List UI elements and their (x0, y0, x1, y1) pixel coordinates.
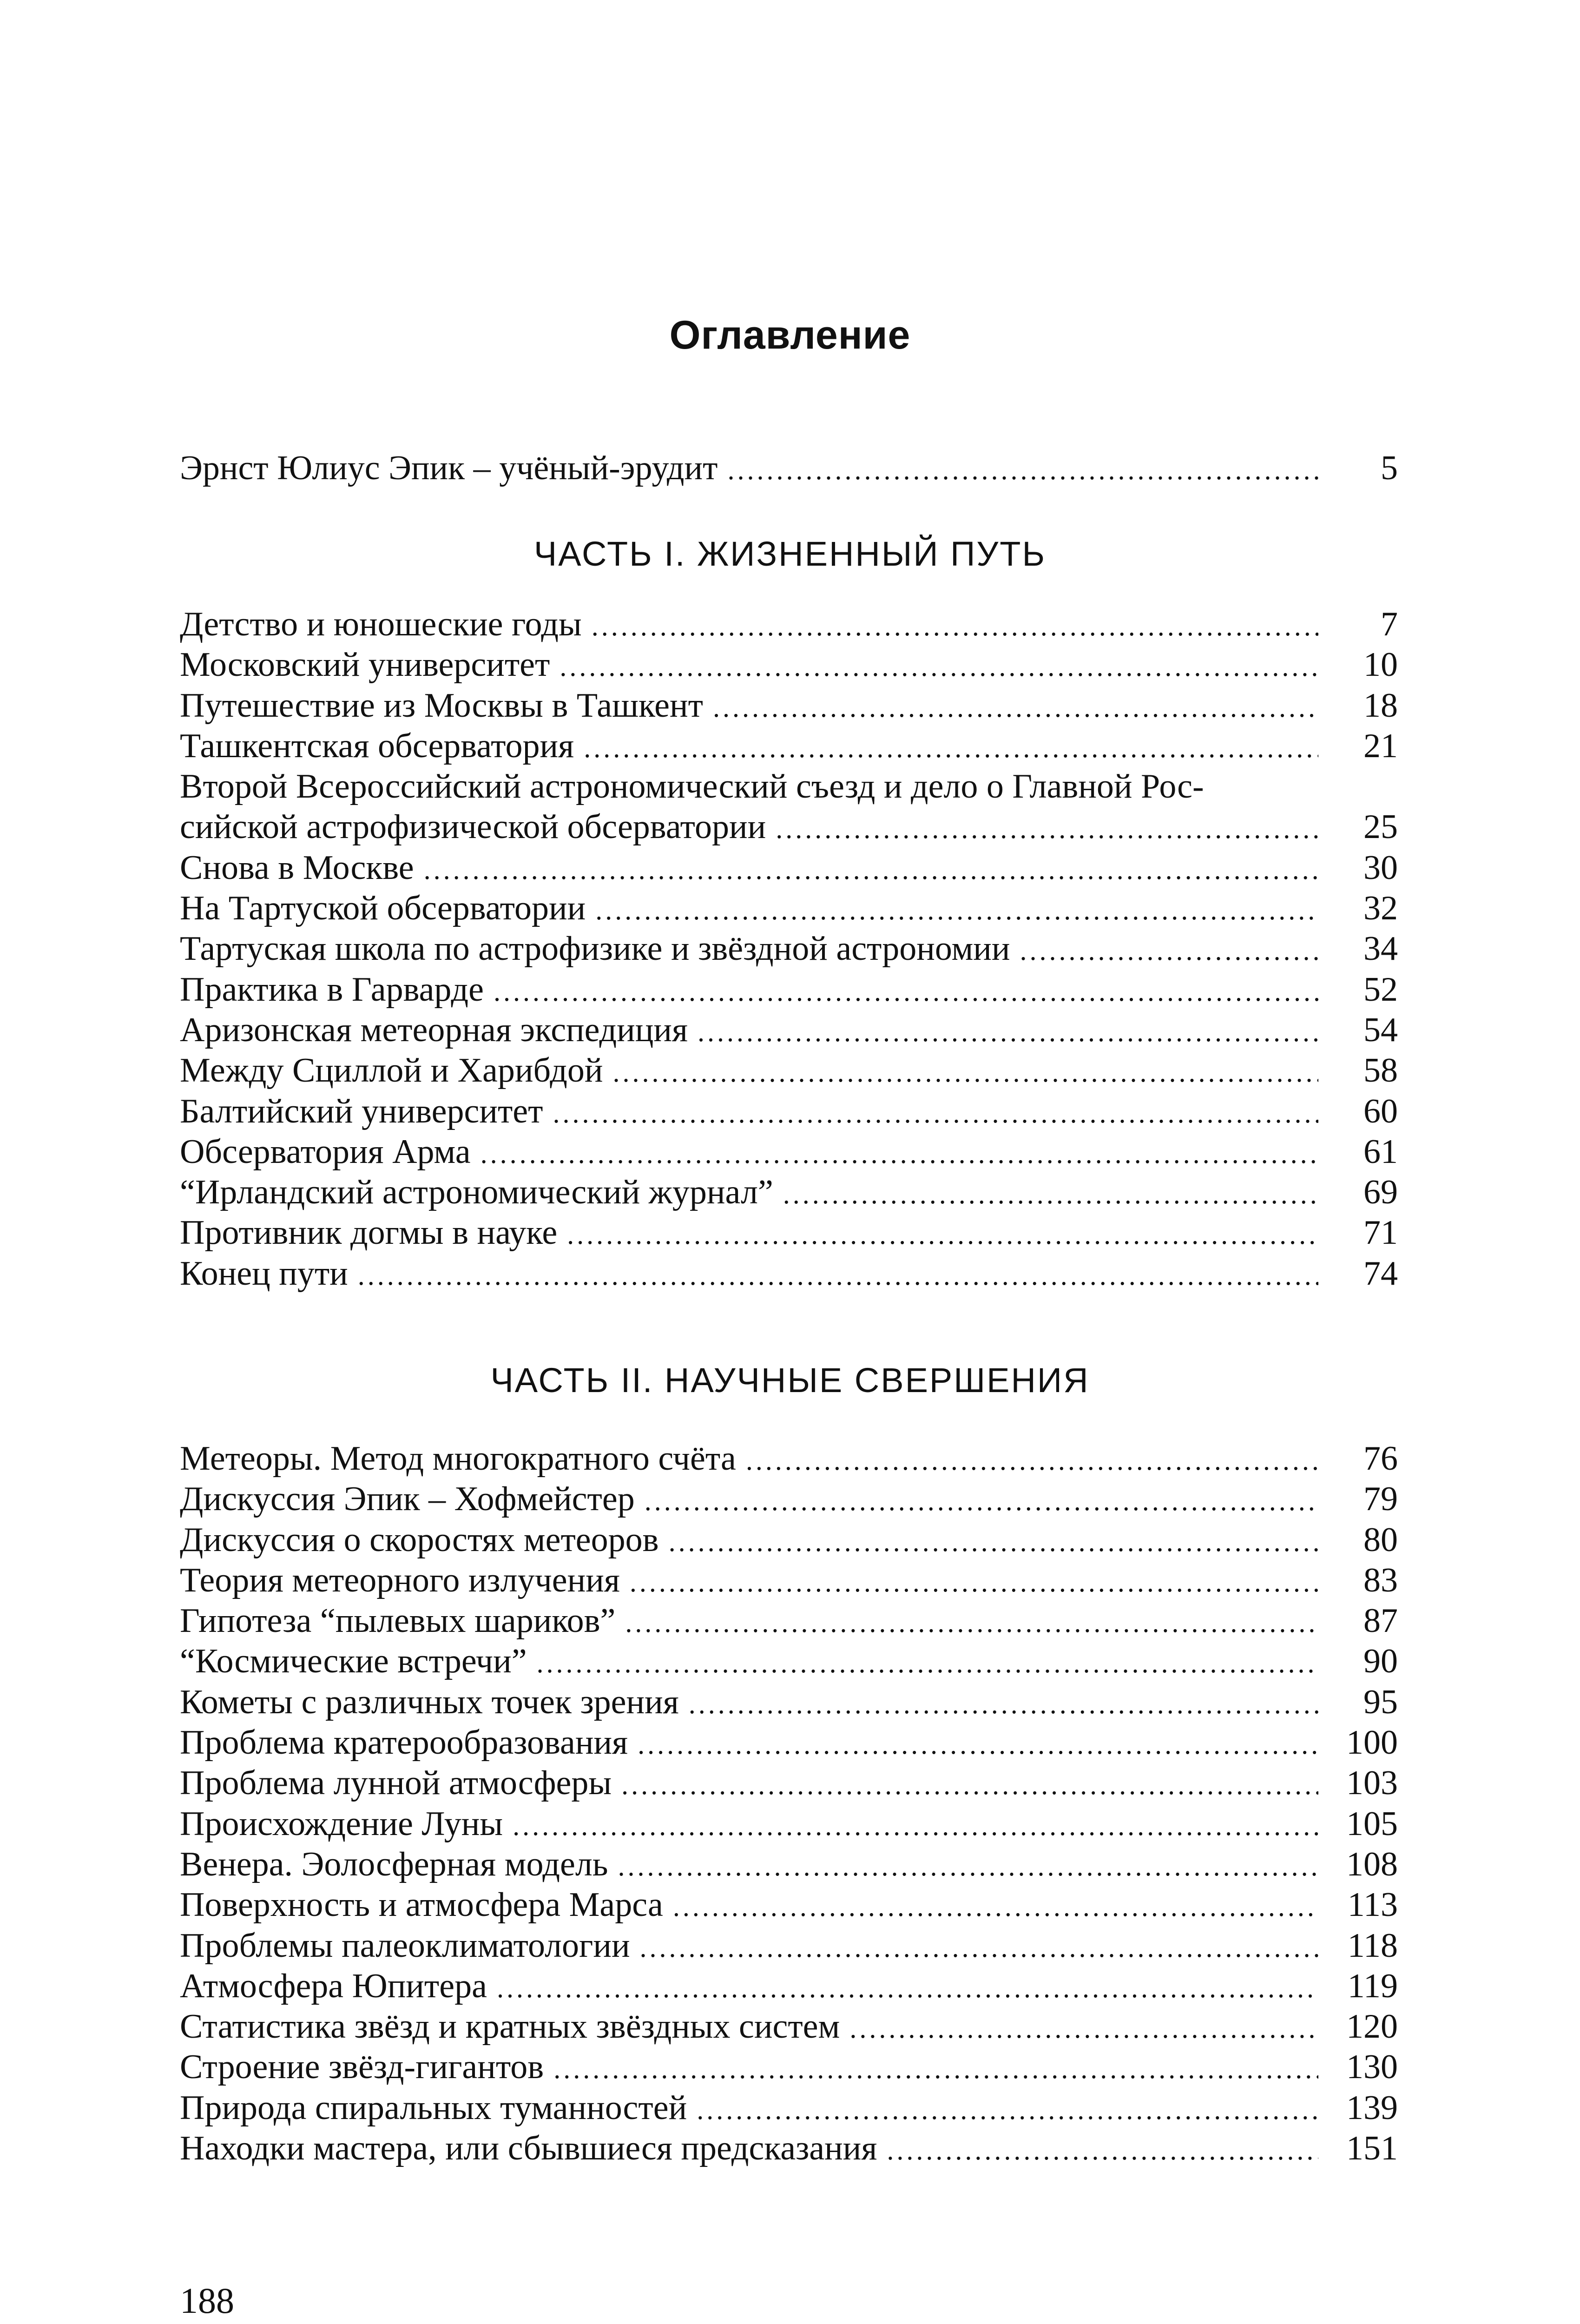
toc-entry-page: 7 (1381, 605, 1398, 643)
toc-entry-page: 130 (1346, 2048, 1398, 2086)
toc-entry-title: Происхождение Луны ..... (180, 1804, 1318, 1846)
toc-entry (0, 2088, 1580, 2128)
toc-entry-title: Между Сциллой и Харибдой ..... (180, 1050, 1318, 1093)
toc-entry-title: Строение звёзд-гигантов ..... (180, 2047, 1318, 2089)
toc-entry (0, 1966, 1580, 2007)
toc-entry (0, 645, 1580, 685)
toc-entry-page: 60 (1363, 1092, 1398, 1130)
toc-entry (0, 1479, 1580, 1519)
toc-entry (0, 1520, 1580, 1560)
toc-entry (0, 726, 1580, 766)
toc-entry-title: Дискуссия Эпик – Хофмейстер ..... (180, 1479, 1318, 1521)
toc-entry-title: Находки мастера, или сбывшиеся предсказания ..... (180, 2128, 1318, 2171)
toc-entry-page: 25 (1363, 808, 1398, 846)
toc-entry-page: 10 (1363, 646, 1398, 684)
part-2-toc-list (0, 1439, 1580, 2169)
toc-entry-page: 113 (1347, 1886, 1398, 1924)
toc-entry-title: Эрнст Юлиус Эпик – учёный-эрудит ..... (180, 448, 1318, 490)
toc-entry-title: На Тартуской обсерватории ..... (180, 888, 1318, 931)
toc-entry-title: Кометы с различных точек зрения ..... (180, 1682, 1318, 1724)
toc-entry-page: 87 (1363, 1602, 1398, 1640)
toc-entry (0, 1132, 1580, 1172)
toc-entry-page: 151 (1346, 2129, 1398, 2168)
toc-entry-page: 80 (1363, 1520, 1398, 1559)
toc-entry (0, 1763, 1580, 1803)
toc-entry-title: Путешествие из Москвы в Ташкент ..... (180, 686, 1318, 728)
toc-entry (0, 1254, 1580, 1294)
toc-entry (0, 970, 1580, 1010)
toc-entry-title: Природа спиральных туманностей ..... (180, 2088, 1318, 2130)
toc-entry-page: 58 (1363, 1051, 1398, 1090)
toc-entry-page: 34 (1363, 930, 1398, 968)
toc-entry-title: Поверхность и атмосфера Марса ..... (180, 1885, 1318, 1927)
toc-entry-title: Противник догмы в науке ..... (180, 1213, 1318, 1255)
toc-entry-title: “Космические встречи” ..... (180, 1641, 1318, 1684)
toc-entry-title: Второй Всероссийский астрономический съезд и дело о Главной Рос- (180, 767, 1204, 806)
toc-entry (0, 1723, 1580, 1763)
toc-entry-title: Детство и юношеские годы ..... (180, 604, 1318, 647)
toc-entry-page: 79 (1363, 1480, 1398, 1519)
toc-entry-title: Аризонская метеорная экспедиция ..... (180, 1010, 1318, 1052)
toc-entry (0, 1641, 1580, 1682)
toc-entry-page: 69 (1363, 1173, 1398, 1212)
toc-entry-title: Обсерватория Арма ..... (180, 1132, 1318, 1174)
toc-entry (0, 2128, 1580, 2169)
part-2-heading: ЧАСТЬ II. НАУЧНЫЕ СВЕРШЕНИЯ (490, 1361, 1090, 1400)
toc-entry-title: Балтийский университет ..... (180, 1091, 1318, 1134)
toc-entry-title: Проблема лунной атмосферы ..... (180, 1763, 1318, 1805)
intro-toc-list (0, 448, 1580, 489)
toc-entry-title: Московский университет ..... (180, 645, 1318, 687)
toc-entry (0, 848, 1580, 888)
toc-entry-title: Дискуссия о скоростях метеоров ..... (180, 1520, 1318, 1562)
toc-entry (0, 1804, 1580, 1844)
toc-entry (0, 1601, 1580, 1641)
toc-entry (0, 1439, 1580, 1479)
toc-entry-page: 5 (1381, 449, 1398, 487)
toc-entry (0, 1926, 1580, 1966)
toc-entry-page: 30 (1363, 848, 1398, 887)
toc-entry-page: 52 (1363, 970, 1398, 1009)
toc-entry (0, 929, 1580, 969)
toc-entry-title: Ташкентская обсерватория ..... (180, 726, 1318, 768)
toc-entry-page: 139 (1346, 2088, 1398, 2127)
toc-entry-page: 100 (1346, 1723, 1398, 1762)
toc-entry-title: Проблемы палеоклиматологии ..... (180, 1926, 1318, 1968)
toc-entry (0, 1682, 1580, 1723)
toc-entry-title: Гипотеза “пылевых шариков” ..... (180, 1601, 1318, 1643)
toc-entry (0, 888, 1580, 929)
toc-entry (0, 2007, 1580, 2047)
toc-entry-title: Метеоры. Метод многократного счёта ..... (180, 1439, 1318, 1481)
toc-entry-page: 105 (1346, 1804, 1398, 1843)
toc-entry-page: 108 (1346, 1845, 1398, 1883)
toc-entry-page: 76 (1363, 1439, 1398, 1478)
toc-entry-page: 90 (1363, 1642, 1398, 1681)
page-number: 188 (180, 2280, 234, 2321)
toc-entry-title: Снова в Москве ..... (180, 848, 1318, 890)
toc-entry (0, 1010, 1580, 1050)
toc-entry-page: 71 (1363, 1214, 1398, 1252)
toc-entry (0, 1050, 1580, 1091)
toc-entry-title: “Ирландский астрономический журнал” ..... (180, 1172, 1318, 1215)
toc-entry (0, 448, 1580, 489)
toc-entry (0, 1844, 1580, 1885)
toc-entry-title: Проблема кратерообразования ..... (180, 1723, 1318, 1765)
toc-entry (0, 1560, 1580, 1601)
toc-entry-page: 83 (1363, 1561, 1398, 1599)
toc-entry (0, 686, 1580, 726)
toc-entry-title: Конец пути ..... (180, 1254, 1318, 1296)
toc-entry-page: 18 (1363, 686, 1398, 725)
page-title: Оглавление (669, 313, 911, 357)
toc-entry-page: 95 (1363, 1683, 1398, 1721)
toc-entry-title: Статистика звёзд и кратных звёздных систем ..... (180, 2007, 1318, 2049)
toc-entry-title: Атмосфера Юпитера ..... (180, 1966, 1318, 2008)
toc-entry-title: Практика в Гарварде ..... (180, 970, 1318, 1012)
toc-entry-title: Венера. Эолосферная модель ..... (180, 1844, 1318, 1887)
toc-entry-title: Тартуская школа по астрофизике и звёздной астрономии ..... (180, 929, 1318, 971)
toc-entry-page: 120 (1346, 2007, 1398, 2046)
toc-entry (0, 1885, 1580, 1925)
toc-entry-page: 74 (1363, 1254, 1398, 1293)
part-1-heading: ЧАСТЬ I. ЖИЗНЕННЫЙ ПУТЬ (533, 535, 1047, 573)
toc-entry-page: 61 (1363, 1132, 1398, 1171)
toc-entry (0, 807, 1580, 847)
toc-entry (0, 766, 1580, 807)
toc-entry-page: 21 (1363, 726, 1398, 765)
toc-entry (0, 1213, 1580, 1253)
toc-entry-page: 118 (1347, 1926, 1398, 1965)
toc-entry (0, 2047, 1580, 2087)
toc-entry-title: Теория метеорного излучения ..... (180, 1560, 1318, 1603)
toc-entry-page: 54 (1363, 1010, 1398, 1049)
toc-entry-title: сийской астрофизической обсерватории ..... (180, 807, 1318, 849)
toc-entry (0, 1091, 1580, 1132)
part-1-toc-list (0, 604, 1580, 1294)
toc-entry-page: 103 (1346, 1764, 1398, 1802)
toc-entry-page: 119 (1347, 1967, 1398, 2005)
toc-entry (0, 604, 1580, 645)
toc-entry-page: 32 (1363, 889, 1398, 928)
toc-entry (0, 1172, 1580, 1213)
